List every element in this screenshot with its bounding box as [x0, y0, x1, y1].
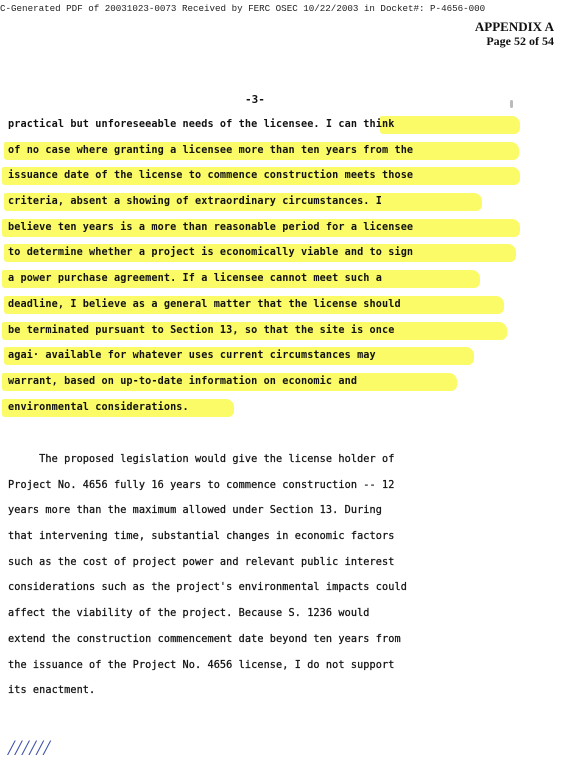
- text-line: [8, 163, 413, 189]
- line-text: of no case where granting a licensee more than ten years from the: [8, 144, 414, 156]
- highlight-stroke: [380, 116, 520, 134]
- appendix-label: APPENDIX A: [474, 19, 554, 34]
- line-text: believe ten years is a more than reasonable period for a licensee: [8, 221, 414, 233]
- body-paragraph: [8, 447, 407, 704]
- line-text: practical but unforeseeable needs of the licensee. I can think: [8, 119, 395, 130]
- line-text: deadline, I believe as a general matter that the license should: [8, 298, 401, 310]
- text-line: affect the viability of the project. Because S. 1236 would: [8, 608, 370, 620]
- text-line: that intervening time, substantial changes in economic factors: [8, 531, 395, 543]
- line-text: criteria, absent a showing of extraordinary circumstances. I: [8, 196, 383, 208]
- appendix-block: [475, 20, 554, 48]
- text-line: the issuance of the Project No. 4656 license, I do not support: [8, 659, 395, 671]
- filing-header: C-Generated PDF of 20031023-0073 Received by FERC OSEC 10/22/2003 in Docket#: P-4656-000: [0, 3, 486, 14]
- text-line: [8, 266, 413, 292]
- line-text: warrant, based on up-to-date information on economic and: [8, 375, 358, 387]
- text-line: [8, 395, 413, 421]
- text-line: [8, 369, 413, 395]
- text-line: years more than the maximum allowed under Section 13. During: [8, 505, 383, 517]
- text-line: [8, 343, 413, 369]
- text-line: [8, 112, 413, 138]
- text-line: The proposed legislation would give the license holder of: [8, 454, 395, 465]
- text-line: its enactment.: [8, 685, 96, 697]
- text-line: [8, 318, 413, 344]
- text-line: Project No. 4656 fully 16 years to commence construction -- 12: [8, 479, 395, 491]
- ink-scribble: //////: [8, 735, 51, 760]
- text-line: [8, 215, 413, 241]
- line-text: issuance date of the license to commence construction meets those: [8, 170, 414, 182]
- text-line: considerations such as the project's environmental impacts could: [8, 582, 407, 594]
- highlighted-paragraph: [8, 112, 413, 420]
- page-of-count: Page 52 of 54: [486, 34, 554, 48]
- text-line: [8, 189, 413, 215]
- text-line: [8, 240, 413, 266]
- line-text: to determine whether a project is economically viable and to sign: [8, 247, 414, 259]
- line-text: a power purchase agreement. If a licensee cannot meet such a: [8, 273, 383, 285]
- line-text: agai· available for whatever uses current circumstances may: [8, 350, 376, 362]
- line-text: be terminated pursuant to Section 13, so that the site is once: [8, 324, 395, 336]
- line-text: environmental considerations.: [8, 401, 189, 413]
- text-line: [8, 138, 413, 164]
- stray-mark: [510, 100, 513, 108]
- page-number: -3-: [245, 93, 265, 106]
- text-line: such as the cost of project power and relevant public interest: [8, 556, 395, 568]
- text-line: [8, 292, 413, 318]
- text-line: extend the construction commencement date beyond ten years from: [8, 633, 401, 645]
